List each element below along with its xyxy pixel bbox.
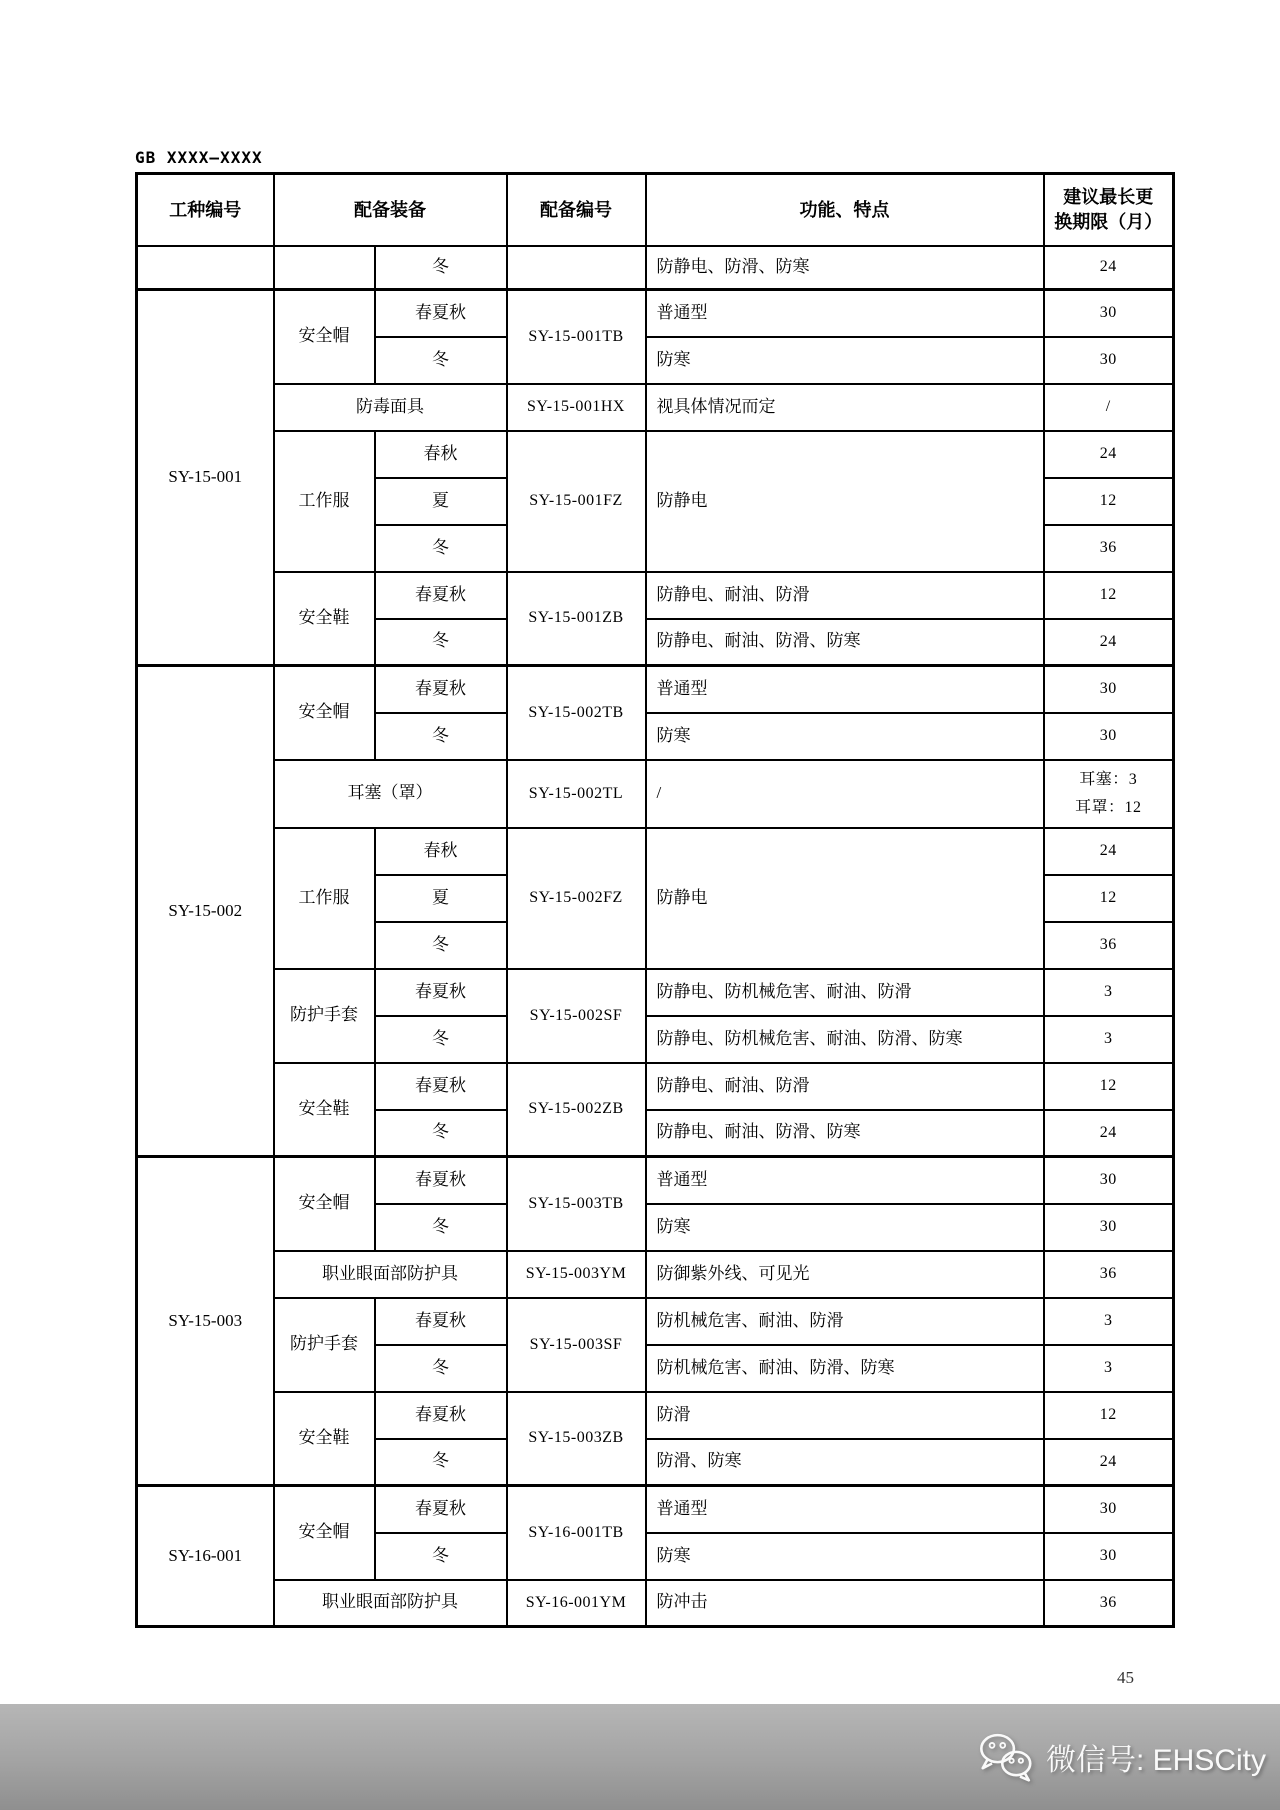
cell-equip-code: SY-15-002ZB <box>507 1063 646 1157</box>
cell-features: 防静电 <box>646 828 1044 969</box>
wechat-watermark <box>976 1730 1266 1784</box>
cell-months: 3 <box>1044 1345 1174 1392</box>
cell-months: 30 <box>1044 1204 1174 1251</box>
cell-months: 36 <box>1044 525 1174 572</box>
table-row <box>137 1063 1174 1110</box>
cell-equip-code: SY-15-002TL <box>507 760 646 828</box>
cell-months: 24 <box>1044 246 1174 290</box>
cell-season: 夏 <box>375 875 507 922</box>
cell-features: 防静电、防机械危害、耐油、防滑 <box>646 969 1044 1016</box>
cell-features: 防寒 <box>646 713 1044 760</box>
cell-features: 防滑、防寒 <box>646 1439 1044 1486</box>
cell-equip-name: 安全鞋 <box>274 1063 375 1157</box>
cell-months: 30 <box>1044 713 1174 760</box>
cell-season: 冬 <box>375 1345 507 1392</box>
cell-features: 防机械危害、耐油、防滑、防寒 <box>646 1345 1044 1392</box>
cell-equip-code: SY-15-001TB <box>507 290 646 384</box>
cell-equip-code: SY-15-002SF <box>507 969 646 1063</box>
cell-months: 24 <box>1044 1110 1174 1157</box>
cell-features: 防静电 <box>646 431 1044 572</box>
table-row <box>137 246 1174 290</box>
cell-months: / <box>1044 384 1174 431</box>
cell-months: 30 <box>1044 1533 1174 1580</box>
cell-equip-name: 工作服 <box>274 828 375 969</box>
cell-season: 春秋 <box>375 431 507 478</box>
cell-features: 防御紫外线、可见光 <box>646 1251 1044 1298</box>
cell-features: 防寒 <box>646 1533 1044 1580</box>
cell-season: 春夏秋 <box>375 1298 507 1345</box>
cell-season: 春夏秋 <box>375 1063 507 1110</box>
table-row <box>137 431 1174 478</box>
cell-months: 30 <box>1044 666 1174 713</box>
cell-job-code: SY-15-003 <box>137 1157 274 1486</box>
table-row <box>137 828 1174 875</box>
cell-equip-code: SY-15-003TB <box>507 1157 646 1251</box>
cell-equip-code: SY-15-003SF <box>507 1298 646 1392</box>
cell-season: 春夏秋 <box>375 572 507 619</box>
cell-equip-name: 安全帽 <box>274 666 375 760</box>
cell-equip-code-empty <box>507 246 646 290</box>
cell-months: 3 <box>1044 1016 1174 1063</box>
cell-equip-code: SY-15-001ZB <box>507 572 646 666</box>
table-row <box>137 1298 1174 1345</box>
cell-equip-name: 安全鞋 <box>274 572 375 666</box>
cell-features: 防静电、耐油、防滑、防寒 <box>646 619 1044 666</box>
table-row <box>137 760 1174 828</box>
cell-season: 春夏秋 <box>375 1486 507 1533</box>
table-header <box>137 174 1174 246</box>
cell-season: 冬 <box>375 1204 507 1251</box>
cell-job-code: SY-16-001 <box>137 1486 274 1627</box>
table-row <box>137 1392 1174 1439</box>
cell-months: 36 <box>1044 1251 1174 1298</box>
table-row <box>137 384 1174 431</box>
cell-features: 普通型 <box>646 1157 1044 1204</box>
cell-equip-code: SY-15-002FZ <box>507 828 646 969</box>
cell-job-code-empty <box>137 246 274 290</box>
table-row <box>137 1580 1174 1627</box>
header-equip-code: 配备编号 <box>507 174 646 246</box>
cell-season: 春夏秋 <box>375 1392 507 1439</box>
cell-season: 冬 <box>375 922 507 969</box>
cell-features: 防静电、防机械危害、耐油、防滑、防寒 <box>646 1016 1044 1063</box>
cell-equip-code: SY-16-001TB <box>507 1486 646 1580</box>
cell-features: 防寒 <box>646 1204 1044 1251</box>
cell-season: 春夏秋 <box>375 666 507 713</box>
cell-season: 冬 <box>375 1016 507 1063</box>
table-row <box>137 572 1174 619</box>
cell-equip-name: 防护手套 <box>274 1298 375 1392</box>
cell-equip-name: 安全帽 <box>274 290 375 384</box>
cell-features: 防滑 <box>646 1392 1044 1439</box>
cell-months: 12 <box>1044 478 1174 525</box>
cell-features: / <box>646 760 1044 828</box>
cell-months: 12 <box>1044 1392 1174 1439</box>
cell-months: 36 <box>1044 1580 1174 1627</box>
document-code: GB XXXX—XXXX <box>135 148 263 167</box>
footer-watermark-bar <box>0 1704 1280 1810</box>
cell-months: 30 <box>1044 1157 1174 1204</box>
header-replace-limit <box>1044 174 1174 246</box>
cell-season: 春夏秋 <box>375 290 507 337</box>
cell-equip-name-empty <box>274 246 375 290</box>
cell-equip-name: 职业眼面部防护具 <box>274 1251 507 1298</box>
cell-equip-code: SY-15-001FZ <box>507 431 646 572</box>
table-row <box>137 1486 1174 1533</box>
cell-season: 春夏秋 <box>375 1157 507 1204</box>
cell-job-code: SY-15-001 <box>137 290 274 666</box>
cell-months-line1: 耳塞：3 <box>1079 770 1138 788</box>
cell-months: 24 <box>1044 431 1174 478</box>
cell-months: 36 <box>1044 922 1174 969</box>
cell-equip-name: 工作服 <box>274 431 375 572</box>
header-equipment: 配备装备 <box>274 174 507 246</box>
cell-equip-name: 安全帽 <box>274 1157 375 1251</box>
cell-months: 24 <box>1044 1439 1174 1486</box>
cell-months-line2: 耳罩：12 <box>1074 798 1142 816</box>
cell-features: 普通型 <box>646 666 1044 713</box>
header-job-code: 工种编号 <box>137 174 274 246</box>
cell-season: 冬 <box>375 525 507 572</box>
cell-equip-code: SY-15-003ZB <box>507 1392 646 1486</box>
cell-features: 防静电、防滑、防寒 <box>646 246 1044 290</box>
header-replace-limit-line2: 换期限（月） <box>1054 211 1163 232</box>
cell-months <box>1044 760 1174 828</box>
cell-equip-code: SY-15-002TB <box>507 666 646 760</box>
cell-equip-code: SY-16-001YM <box>507 1580 646 1627</box>
cell-months: 12 <box>1044 875 1174 922</box>
page-content <box>135 148 1172 1688</box>
cell-season: 冬 <box>375 1110 507 1157</box>
table-row <box>137 666 1174 713</box>
cell-equip-code: SY-15-001HX <box>507 384 646 431</box>
ppe-table <box>135 172 1175 1628</box>
table-row <box>137 969 1174 1016</box>
cell-season: 春秋 <box>375 828 507 875</box>
cell-season: 冬 <box>375 337 507 384</box>
cell-season: 冬 <box>375 246 507 290</box>
header-features: 功能、特点 <box>646 174 1044 246</box>
cell-equip-name: 职业眼面部防护具 <box>274 1580 507 1627</box>
header-replace-limit-line1: 建议最长更 <box>1063 187 1154 208</box>
cell-features: 防静电、耐油、防滑、防寒 <box>646 1110 1044 1157</box>
cell-season: 夏 <box>375 478 507 525</box>
cell-months: 30 <box>1044 1486 1174 1533</box>
cell-months: 30 <box>1044 337 1174 384</box>
cell-features: 防静电、耐油、防滑 <box>646 572 1044 619</box>
cell-job-code: SY-15-002 <box>137 666 274 1157</box>
table-row <box>137 290 1174 337</box>
cell-season: 冬 <box>375 713 507 760</box>
cell-features: 防冲击 <box>646 1580 1044 1627</box>
cell-features: 普通型 <box>646 1486 1044 1533</box>
table-row <box>137 1157 1174 1204</box>
wechat-account-label: 微信号: EHSCity <box>1045 1744 1266 1777</box>
cell-features: 防静电、耐油、防滑 <box>646 1063 1044 1110</box>
cell-months: 24 <box>1044 619 1174 666</box>
cell-features: 视具体情况而定 <box>646 384 1044 431</box>
table-row <box>137 1251 1174 1298</box>
cell-season: 冬 <box>375 1439 507 1486</box>
cell-months: 12 <box>1044 1063 1174 1110</box>
cell-season: 冬 <box>375 1533 507 1580</box>
cell-features: 普通型 <box>646 290 1044 337</box>
header-row <box>137 174 1174 246</box>
cell-months: 30 <box>1044 290 1174 337</box>
cell-equip-name: 安全鞋 <box>274 1392 375 1486</box>
wechat-icon <box>976 1730 1036 1784</box>
cell-season: 春夏秋 <box>375 969 507 1016</box>
cell-season: 冬 <box>375 619 507 666</box>
page-number: 45 <box>1117 1668 1134 1687</box>
cell-equip-name: 耳塞（罩） <box>274 760 507 828</box>
cell-months: 24 <box>1044 828 1174 875</box>
cell-months: 12 <box>1044 572 1174 619</box>
cell-features: 防寒 <box>646 337 1044 384</box>
cell-equip-code: SY-15-003YM <box>507 1251 646 1298</box>
cell-equip-name: 防护手套 <box>274 969 375 1063</box>
cell-features: 防机械危害、耐油、防滑 <box>646 1298 1044 1345</box>
cell-months: 3 <box>1044 1298 1174 1345</box>
cell-months: 3 <box>1044 969 1174 1016</box>
cell-equip-name: 安全帽 <box>274 1486 375 1580</box>
cell-equip-name: 防毒面具 <box>274 384 507 431</box>
